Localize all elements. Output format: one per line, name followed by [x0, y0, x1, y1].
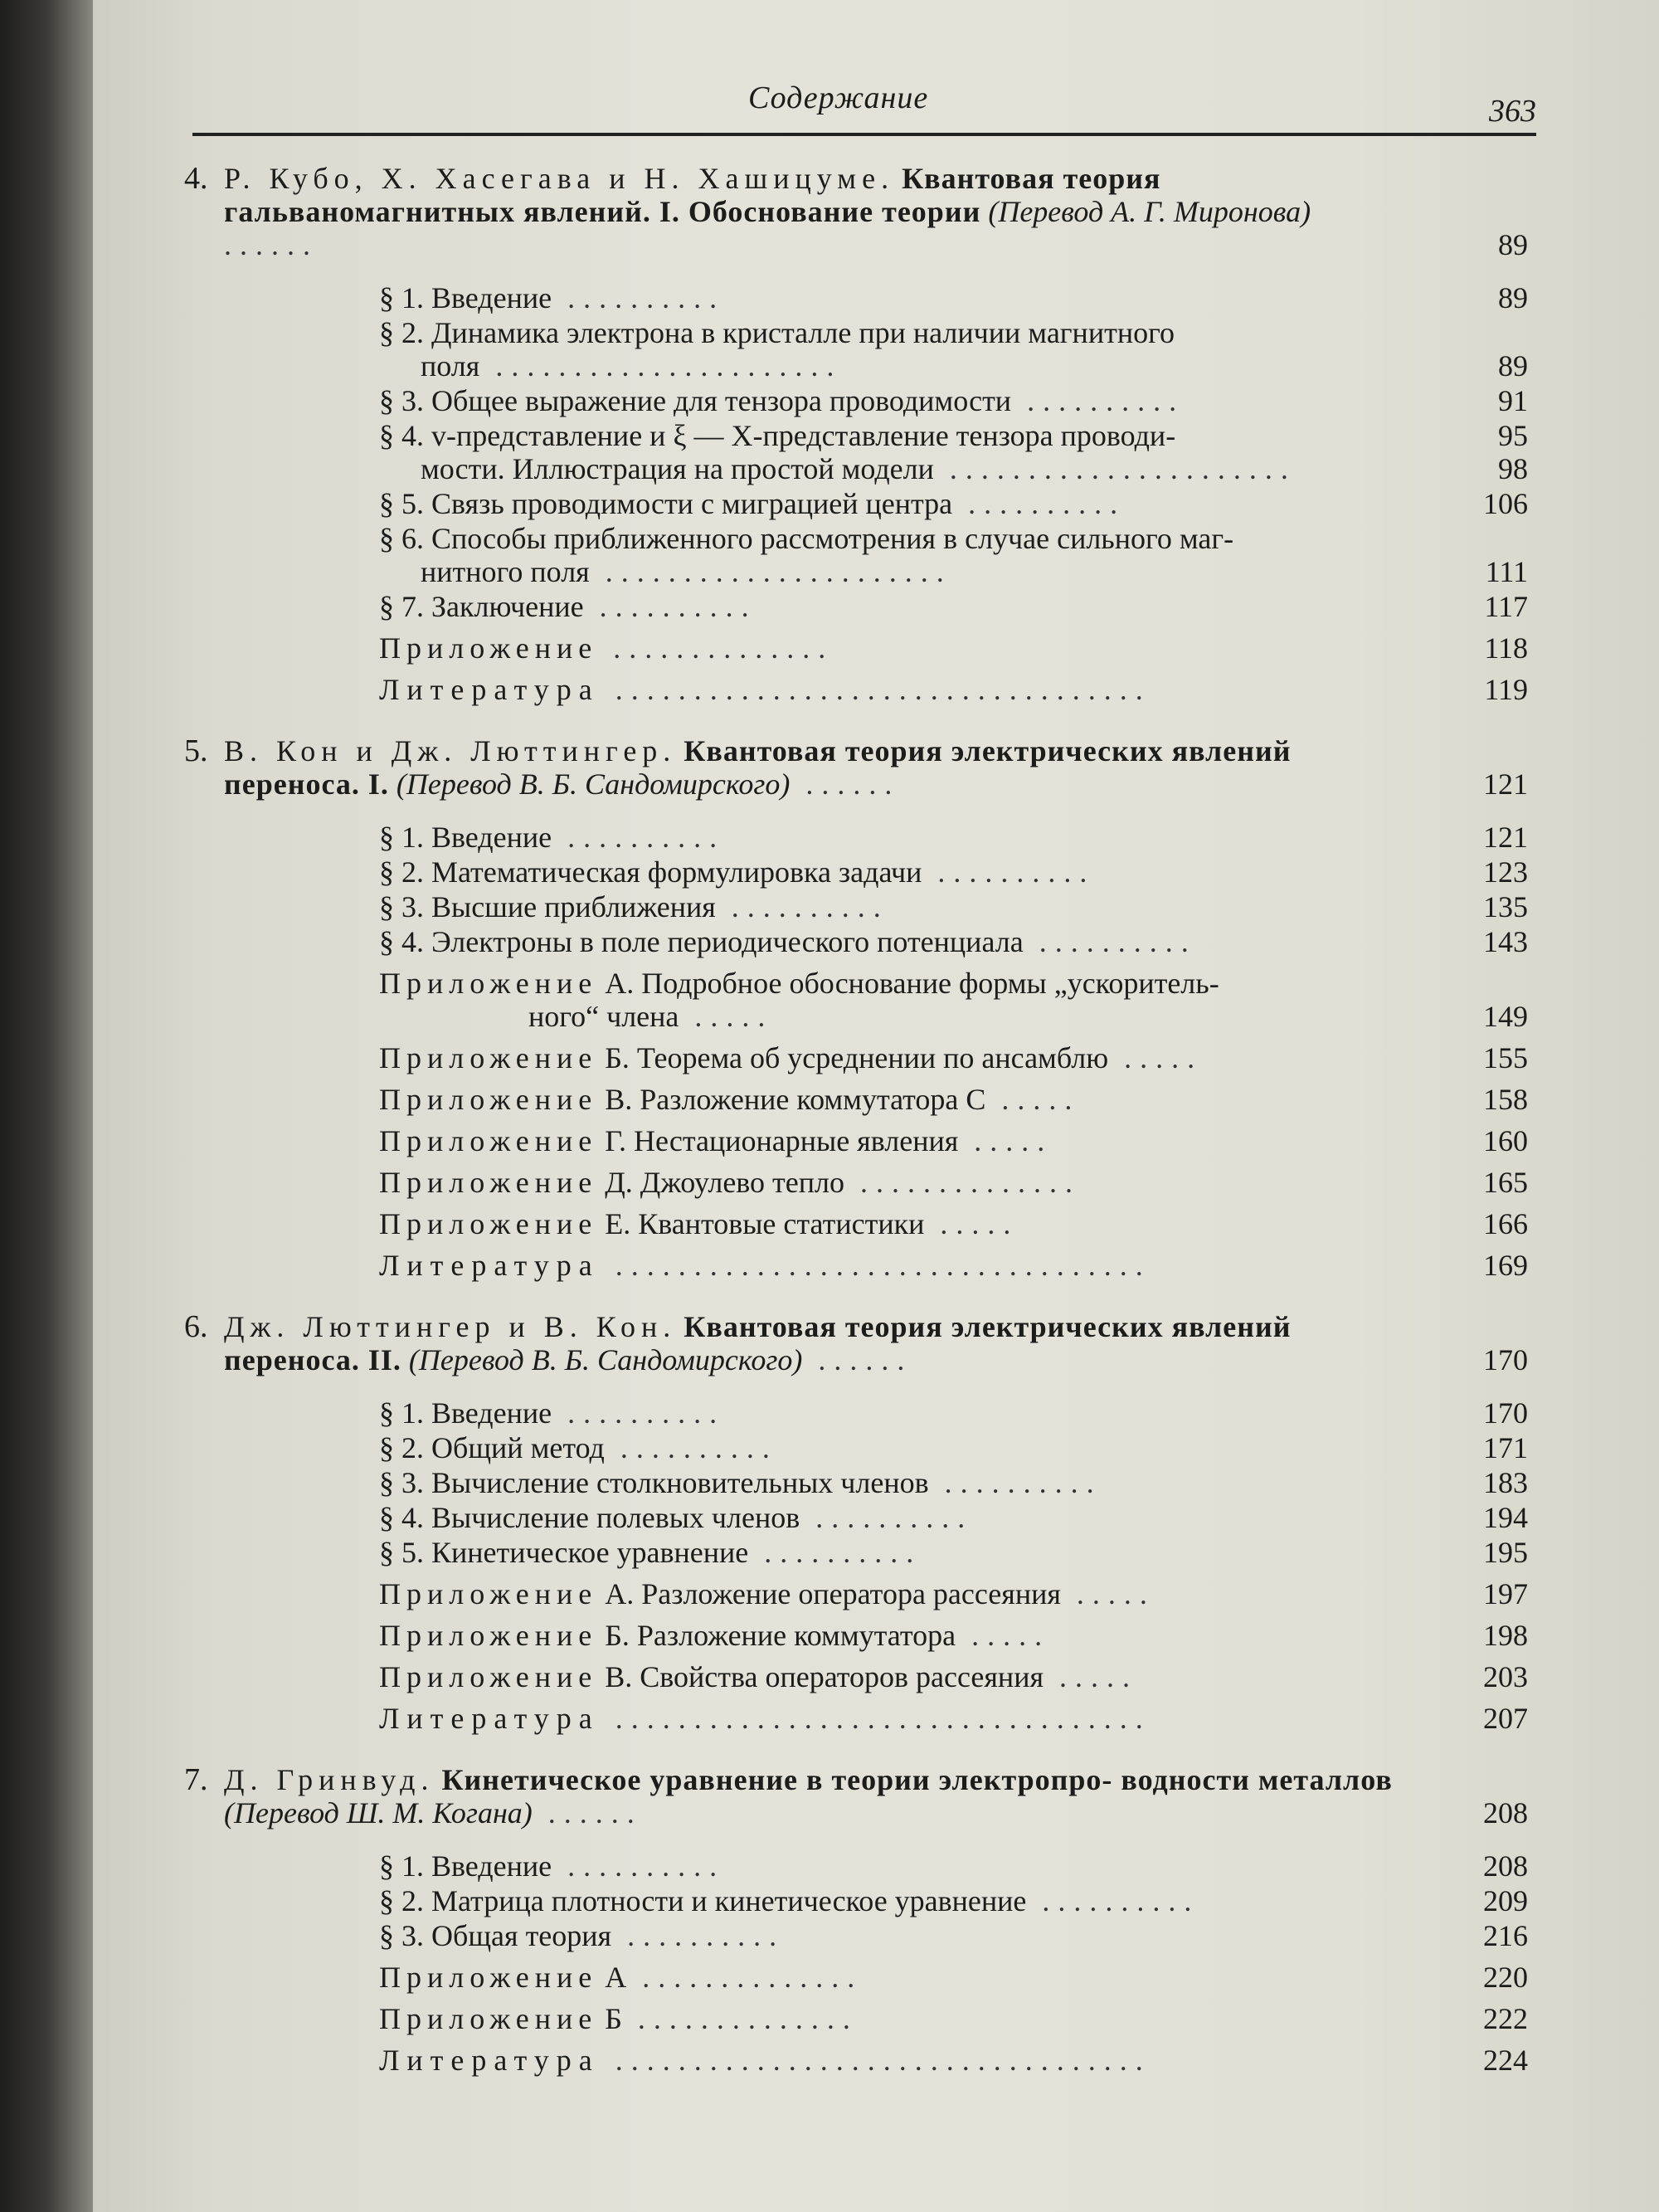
- entry-page: 89: [1498, 228, 1528, 261]
- leader-dots: ......: [532, 1796, 643, 1830]
- section-page: 216: [1483, 1919, 1528, 1952]
- section-label: § 4. v-представление и ξ — X-представление тензора проводи-: [379, 419, 1176, 452]
- leader-dots: ..................................: [599, 1702, 1151, 1735]
- leader-dots: ..................................: [599, 1249, 1151, 1282]
- spacer: [184, 2035, 1528, 2044]
- appendix-page: 220: [1483, 1961, 1528, 1994]
- appendix-label: Приложение: [379, 967, 598, 1000]
- section-page: 208: [1483, 1849, 1528, 1883]
- appendix-title: А. Разложение оператора рассеяния: [605, 1577, 1061, 1610]
- entry-page: 121: [1483, 767, 1528, 801]
- leader-dots: ..........: [583, 590, 757, 623]
- entry-authors: В. Кон и Дж. Люттингер.: [224, 734, 677, 767]
- spacer: [184, 1693, 1528, 1702]
- entry-page: 208: [1483, 1796, 1528, 1830]
- entry-title: Квантовая теория электрических явлений переноса. I.: [224, 734, 1292, 801]
- literature-item: [379, 1702, 1528, 1735]
- appendix-page: 198: [1483, 1619, 1528, 1652]
- section-page: 95: [1498, 419, 1528, 452]
- appendix-label: Приложение: [379, 631, 598, 665]
- appendix-item: [379, 1207, 1528, 1240]
- leader-dots: ..............: [844, 1166, 1081, 1199]
- toc-entry: [184, 1763, 1528, 1830]
- leader-dots: .....: [956, 1619, 1051, 1652]
- appendix-label: Приложение: [379, 1041, 598, 1074]
- book-gutter: [0, 0, 93, 2212]
- entry-heading: [224, 1310, 1528, 1376]
- leader-dots: ......: [790, 767, 901, 801]
- appendix-label: Приложение: [379, 1083, 598, 1116]
- section-page: 135: [1483, 890, 1528, 923]
- section-item: [379, 1396, 1528, 1430]
- leader-dots: ..........: [922, 855, 1096, 889]
- section-page: 195: [1483, 1536, 1528, 1569]
- section-item: [379, 419, 1528, 485]
- entry-number: 4.: [184, 161, 208, 196]
- leader-dots: ..................................: [599, 2044, 1151, 2077]
- section-page: 171: [1483, 1431, 1528, 1464]
- spacer: [184, 1610, 1528, 1619]
- leader-dots: .....: [1044, 1660, 1139, 1693]
- appendix-item: [379, 1166, 1528, 1199]
- literature-item: [379, 2044, 1528, 2077]
- appendix-title: Б. Теорема об усреднении по ансамблю: [605, 1041, 1109, 1074]
- spacer: [184, 1735, 1528, 1763]
- spacer: [184, 1240, 1528, 1249]
- appendix-title: Е. Квантовые статистики: [605, 1207, 925, 1240]
- leader-dots: ..........: [552, 281, 726, 314]
- appendix-item: [379, 1961, 1528, 1994]
- entry-heading: [224, 1763, 1528, 1830]
- leader-dots: ..................................: [599, 673, 1151, 706]
- literature-label: Литература: [379, 2044, 600, 2077]
- book-page: [93, 0, 1659, 2212]
- entry-title: Кинетическое уравнение в теории электропро- водности металлов: [441, 1763, 1393, 1796]
- section-item: [379, 890, 1528, 923]
- section-item: [379, 1501, 1528, 1534]
- spacer: [184, 958, 1528, 967]
- running-head: [184, 80, 1536, 129]
- leader-dots: ..........: [604, 1431, 778, 1464]
- appendix-title: Б. Разложение коммутатора: [605, 1619, 956, 1652]
- literature-page: 224: [1483, 2044, 1528, 2077]
- leader-dots: ..............: [621, 2002, 859, 2035]
- spacer: [184, 623, 1528, 631]
- literature-item: [379, 1249, 1528, 1282]
- section-item: [379, 1536, 1528, 1569]
- literature-page: 207: [1483, 1702, 1528, 1735]
- appendix-label: Приложение: [379, 1619, 598, 1652]
- literature-label: Литература: [379, 673, 600, 706]
- literature-page: 169: [1483, 1249, 1528, 1282]
- spacer: [184, 1116, 1528, 1124]
- leader-dots: ..........: [748, 1536, 922, 1569]
- entry-authors: Дж. Люттингер и В. Кон.: [224, 1310, 677, 1343]
- table-of-contents: [184, 162, 1528, 2105]
- section-label: § 3. Высшие приближения: [379, 890, 716, 923]
- section-label: § 5. Кинетическое уравнение: [379, 1536, 749, 1569]
- leader-dots: ......: [802, 1343, 913, 1376]
- appendix-page: 165: [1483, 1166, 1528, 1199]
- section-page: 183: [1483, 1466, 1528, 1499]
- section-page: 209: [1483, 1884, 1528, 1917]
- section-item: [379, 384, 1528, 417]
- section-label: § 1. Введение: [379, 1849, 552, 1883]
- spacer: [184, 2077, 1528, 2105]
- spacer: [184, 665, 1528, 673]
- appendix-label: Приложение: [379, 1166, 598, 1199]
- leader-dots: ..........: [611, 1919, 786, 1952]
- section-label-continued: поля: [421, 349, 480, 382]
- section-label: § 2. Математическая формулировка задачи: [379, 855, 922, 889]
- entry-translator: (Перевод Ш. М. Когана): [224, 1796, 533, 1830]
- appendix-label: Приложение: [379, 1577, 598, 1610]
- section-page: 143: [1483, 925, 1528, 958]
- section-item: [379, 590, 1528, 623]
- spacer: [184, 261, 1528, 280]
- entry-heading: [224, 734, 1528, 801]
- appendix-item: [379, 1041, 1528, 1074]
- section-label: § 3. Вычисление столкновительных членов: [379, 1466, 929, 1499]
- appendix-item: [379, 967, 1528, 1033]
- appendix-page: 118: [1484, 631, 1528, 665]
- appendix-title: В. Разложение коммутатора C: [605, 1083, 986, 1116]
- leader-dots: ..........: [952, 487, 1126, 520]
- spacer: [184, 706, 1528, 734]
- appendix-page: 149: [1483, 1000, 1528, 1033]
- leader-dots: ..........: [1023, 925, 1197, 958]
- toc-entry: [184, 1310, 1528, 1376]
- leader-dots: ......: [224, 228, 319, 261]
- section-page: 89: [1498, 281, 1528, 314]
- entry-number: 5.: [184, 733, 208, 768]
- section-item: [379, 522, 1528, 588]
- appendix-item: [379, 1660, 1528, 1693]
- leader-dots: .....: [1060, 1577, 1155, 1610]
- leader-dots: ..........: [715, 890, 889, 923]
- section-item: [379, 1884, 1528, 1917]
- section-label: § 4. Электроны в поле периодического потенциала: [379, 925, 1024, 958]
- section-item: [379, 487, 1528, 520]
- literature-page: 119: [1484, 673, 1528, 706]
- appendix-item: [379, 1577, 1528, 1610]
- spacer: [184, 1033, 1528, 1041]
- appendix-page: 155: [1483, 1041, 1528, 1074]
- entry-translator: (Перевод А. Г. Миронова): [988, 195, 1311, 228]
- appendix-title: Г. Нестационарные явления: [605, 1124, 959, 1157]
- section-label: § 5. Связь проводимости с миграцией центра: [379, 487, 953, 520]
- spacer: [184, 1830, 1528, 1848]
- leader-dots: ..........: [552, 1396, 726, 1430]
- spacer: [184, 1074, 1528, 1083]
- section-label: § 1. Введение: [379, 1396, 552, 1430]
- spacer: [184, 1652, 1528, 1660]
- appendix-page: 203: [1483, 1660, 1528, 1693]
- spacer: [184, 801, 1528, 819]
- appendix-title: А. Подробное обоснование формы „ускоритель-: [605, 967, 1219, 1000]
- section-label: § 1. Введение: [379, 821, 552, 854]
- leader-dots: ..........: [1026, 1884, 1200, 1917]
- section-item: [379, 1849, 1528, 1883]
- section-item: [379, 1466, 1528, 1499]
- appendix-title-continued: ного“ члена: [528, 1000, 679, 1033]
- leader-dots: .....: [985, 1083, 1081, 1116]
- appendix-label: Приложение: [379, 1207, 598, 1240]
- section-page: 98: [1498, 452, 1528, 485]
- spacer: [184, 1199, 1528, 1207]
- entry-number: 6.: [184, 1309, 208, 1344]
- section-page: 91: [1498, 384, 1528, 417]
- leader-dots: ......................: [933, 452, 1297, 485]
- leader-dots: ..........: [1011, 384, 1185, 417]
- spacer: [184, 1282, 1528, 1310]
- appendix-item: [379, 631, 1528, 665]
- appendix-title: В. Свойства операторов рассеяния: [605, 1660, 1044, 1693]
- leader-dots: ......................: [479, 349, 843, 382]
- section-label: § 2. Общий метод: [379, 1431, 605, 1464]
- leader-dots: ..............: [626, 1961, 864, 1994]
- entry-translator: (Перевод В. Б. Сандомирского): [408, 1343, 803, 1376]
- section-label: § 2. Динамика электрона в кристалле при наличии магнитного: [379, 316, 1175, 349]
- section-item: [379, 1431, 1528, 1464]
- toc-entry: [184, 734, 1528, 801]
- section-page: 89: [1498, 349, 1528, 382]
- section-item: [379, 821, 1528, 854]
- entry-authors: Д. Гринвуд.: [224, 1763, 435, 1796]
- entry-page: 170: [1483, 1343, 1528, 1376]
- header-rule: [192, 133, 1536, 136]
- literature-item: [379, 673, 1528, 706]
- toc-entry: [184, 162, 1528, 261]
- section-label: § 3. Общая теория: [379, 1919, 612, 1952]
- section-page: 121: [1483, 821, 1528, 854]
- leader-dots: .....: [679, 1000, 774, 1033]
- leader-dots: ..........: [552, 821, 726, 854]
- leader-dots: .....: [958, 1124, 1053, 1157]
- entry-title: Квантовая теория электрических явлений переноса. II.: [224, 1310, 1292, 1376]
- literature-label: Литература: [379, 1702, 600, 1735]
- appendix-label: Приложение: [379, 1124, 598, 1157]
- appendix-page: 197: [1483, 1577, 1528, 1610]
- entry-authors: Р. Кубо, Х. Хасегава и Н. Хашицуме.: [224, 162, 895, 195]
- section-item: [379, 316, 1528, 382]
- section-page: 170: [1483, 1396, 1528, 1430]
- section-item: [379, 1919, 1528, 1952]
- spacer: [184, 1376, 1528, 1395]
- section-label: § 4. Вычисление полевых членов: [379, 1501, 800, 1534]
- appendix-item: [379, 1124, 1528, 1157]
- appendix-item: [379, 1619, 1528, 1652]
- leader-dots: .....: [1108, 1041, 1204, 1074]
- section-label-continued: нитного поля: [421, 555, 590, 588]
- leader-dots: ..........: [928, 1466, 1102, 1499]
- appendix-page: 158: [1483, 1083, 1528, 1116]
- section-label: § 2. Матрица плотности и кинетическое уравнение: [379, 1884, 1027, 1917]
- leader-dots: ..............: [597, 631, 834, 665]
- section-label: § 3. Общее выражение для тензора проводимости: [379, 384, 1012, 417]
- section-page: 106: [1483, 487, 1528, 520]
- section-label: § 1. Введение: [379, 281, 552, 314]
- section-item: [379, 855, 1528, 889]
- appendix-page: 160: [1483, 1124, 1528, 1157]
- appendix-title: Д. Джоулево тепло: [605, 1166, 844, 1199]
- appendix-label: Приложение: [379, 1961, 598, 1994]
- leader-dots: ..........: [800, 1501, 974, 1534]
- section-page: 123: [1483, 855, 1528, 889]
- section-item: [379, 281, 1528, 314]
- entry-title: Квантовая теория гальваномагнитных явлений. I. Обоснование теории: [224, 162, 1161, 228]
- literature-label: Литература: [379, 1249, 600, 1282]
- appendix-page: 166: [1483, 1207, 1528, 1240]
- appendix-item: [379, 1083, 1528, 1116]
- spacer: [184, 1569, 1528, 1577]
- appendix-label: Приложение: [379, 1660, 598, 1693]
- page-number: 363: [1489, 94, 1536, 129]
- appendix-title: Б: [605, 2002, 622, 2035]
- entry-translator: (Перевод В. Б. Сандомирского): [396, 767, 791, 801]
- entry-number: 7.: [184, 1762, 208, 1797]
- running-title: Содержание: [748, 80, 929, 115]
- section-page: 117: [1484, 590, 1528, 623]
- section-item: [379, 925, 1528, 958]
- section-page: 111: [1485, 555, 1528, 588]
- spacer: [184, 1157, 1528, 1166]
- section-label-continued: мости. Иллюстрация на простой модели: [421, 452, 934, 485]
- appendix-item: [379, 2002, 1528, 2035]
- section-label: § 6. Способы приближенного рассмотрения в случае сильного маг-: [379, 522, 1234, 555]
- spacer: [184, 1994, 1528, 2002]
- section-label: § 7. Заключение: [379, 590, 584, 623]
- appendix-page: 222: [1483, 2002, 1528, 2035]
- appendix-title: А: [605, 1961, 627, 1994]
- leader-dots: .....: [924, 1207, 1019, 1240]
- entry-heading: [224, 162, 1528, 261]
- leader-dots: ..........: [552, 1849, 726, 1883]
- appendix-label: Приложение: [379, 2002, 598, 2035]
- section-page: 194: [1483, 1501, 1528, 1534]
- spacer: [184, 1952, 1528, 1961]
- leader-dots: ......................: [589, 555, 952, 588]
